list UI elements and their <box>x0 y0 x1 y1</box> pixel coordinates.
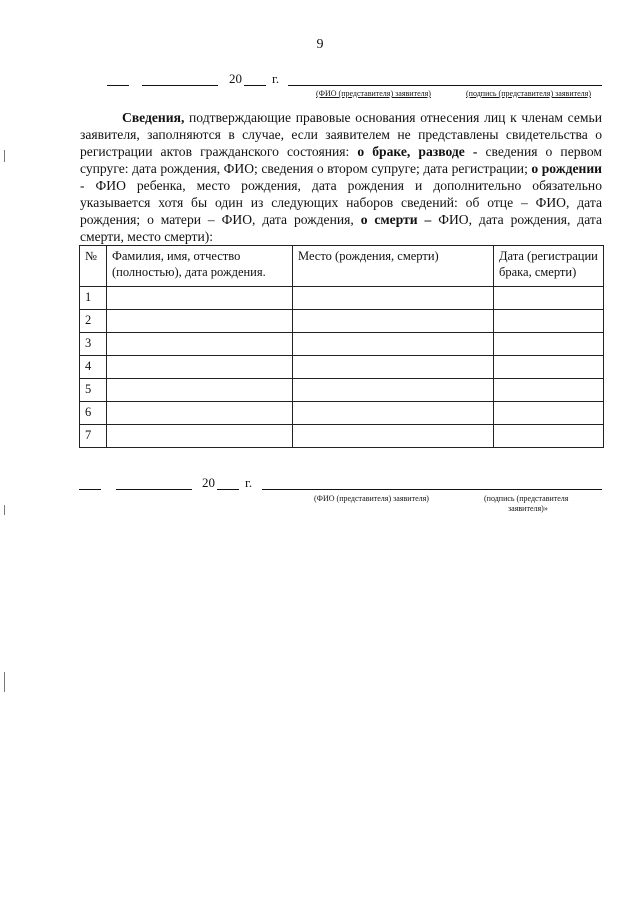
full-name-cell[interactable] <box>107 402 293 425</box>
table-row <box>80 310 604 333</box>
row-number-cell: 1 <box>80 287 107 310</box>
year-prefix: 20 <box>229 71 242 86</box>
place-cell[interactable] <box>293 402 494 425</box>
text-segment: - ФИО ребенка, место рождения, дата рождения и дополнительно обязательно указывается хотя бы один из следующих наборов сведений: об отце – ФИО, дата рождения; о матери – ФИО, дата рождения, <box>80 178 602 227</box>
full-name-cell[interactable] <box>107 356 293 379</box>
place-cell[interactable] <box>293 356 494 379</box>
year-blank[interactable] <box>244 73 266 86</box>
bold-text-segment: о смерти – <box>360 212 432 227</box>
table-row <box>80 287 604 310</box>
date-cell[interactable] <box>494 356 604 379</box>
day-blank[interactable] <box>107 73 129 86</box>
place-cell[interactable] <box>293 379 494 402</box>
row-number-cell: 5 <box>80 379 107 402</box>
place-cell[interactable] <box>293 287 494 310</box>
month-blank[interactable] <box>116 477 192 490</box>
full-name-cell[interactable] <box>107 425 293 448</box>
signature-blank[interactable] <box>262 477 602 490</box>
full-name-cell[interactable] <box>107 333 293 356</box>
caption-signature: (подпись (представителя) заявителя) <box>466 89 591 98</box>
page-number: 9 <box>316 37 324 52</box>
table-row <box>80 356 604 379</box>
scan-mark <box>4 672 5 692</box>
caption-signature-line1: (подпись (представителя <box>484 494 569 503</box>
table-body <box>80 287 604 448</box>
text-segment: подтверждающие правовые основания отнесения лиц к членам семьи заявителя, заполняются в случае, если заявителем не представлены свидетельства о регистрации актов гражданского состояния: <box>80 110 602 159</box>
info-paragraph <box>80 109 602 245</box>
table-row <box>80 425 604 448</box>
relatives-table <box>79 245 604 448</box>
table-row <box>80 379 604 402</box>
row-number-cell: 3 <box>80 333 107 356</box>
date-cell[interactable] <box>494 425 604 448</box>
table-row <box>80 333 604 356</box>
row-number-cell: 2 <box>80 310 107 333</box>
place-cell[interactable] <box>293 333 494 356</box>
table-header-row <box>80 246 604 287</box>
row-number-cell: 7 <box>80 425 107 448</box>
bold-text-segment: о рождении <box>531 161 602 176</box>
header-place: Место (рождения, смерти) <box>293 246 494 287</box>
full-name-cell[interactable] <box>107 379 293 402</box>
text-segment: сведения о первом супруге: дата рождения, ФИО; сведения о втором супруге; дата регистрации; <box>80 144 602 176</box>
year-prefix: 20 <box>202 475 215 490</box>
month-blank[interactable] <box>142 73 218 86</box>
signature-blank[interactable] <box>288 73 602 86</box>
row-number-cell: 6 <box>80 402 107 425</box>
caption-name: (ФИО (представителя) заявителя) <box>316 89 431 98</box>
caption-name: (ФИО (представителя) заявителя) <box>314 494 429 503</box>
bold-text-segment: о браке, разводе - <box>357 144 478 159</box>
header-full-name: Фамилия, имя, отчество (полностью), дата рождения. <box>107 246 293 287</box>
text-segment: ФИО, дата рождения, дата смерти, место смерти): <box>80 212 603 244</box>
scan-mark <box>4 150 5 162</box>
year-suffix: г. <box>272 71 280 86</box>
bold-text-segment: Сведения, <box>122 110 185 125</box>
caption-signature-line2: заявителя)» <box>508 504 548 513</box>
date-cell[interactable] <box>494 333 604 356</box>
day-blank[interactable] <box>79 477 101 490</box>
date-cell[interactable] <box>494 310 604 333</box>
header-number: № <box>80 246 107 287</box>
row-number-cell: 4 <box>80 356 107 379</box>
year-suffix: г. <box>245 475 253 490</box>
table-row <box>80 402 604 425</box>
date-cell[interactable] <box>494 287 604 310</box>
place-cell[interactable] <box>293 310 494 333</box>
info-paragraph-text <box>80 109 602 245</box>
place-cell[interactable] <box>293 425 494 448</box>
scan-mark <box>4 505 5 515</box>
header-date: Дата (регистрации брака, смерти) <box>494 246 604 287</box>
date-cell[interactable] <box>494 379 604 402</box>
date-cell[interactable] <box>494 402 604 425</box>
year-blank[interactable] <box>217 477 239 490</box>
full-name-cell[interactable] <box>107 287 293 310</box>
full-name-cell[interactable] <box>107 310 293 333</box>
